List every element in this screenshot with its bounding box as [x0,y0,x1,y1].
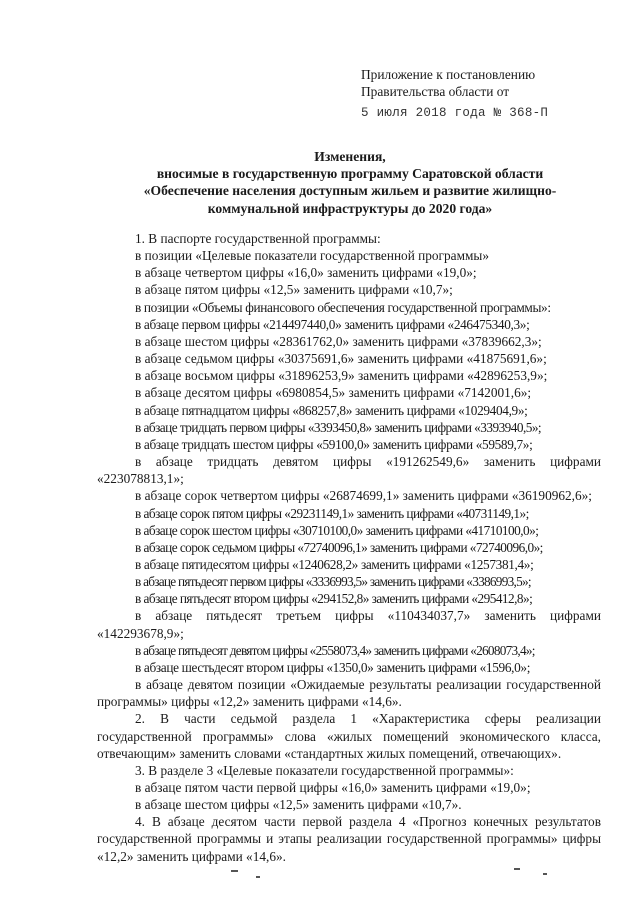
section-3-heading: 3. В разделе 3 «Целевые показатели государственной программы»: [135,762,514,778]
title-line-3: «Обеспечение населения доступным жильем и развитие жилищно- [143,183,557,199]
list-item: в абзаце пятьдесят девятом цифры «2558073,4» заменить цифрами «2608073,4»; [135,642,535,658]
list-item: в позиции «Целевые показатели государственной программы» [135,248,489,264]
list-item: в абзаце десятом цифры «6980854,5» заменить цифрами «7142001,6»; [135,385,532,401]
list-item: в абзаце пятидесятом цифры «1240628,2» заменить цифрами «1257381,4»; [135,556,534,572]
list-item: в абзаце шестьдесят втором цифры «1350,0» заменить цифрами «1596,0»; [135,659,531,675]
list-item: в абзаце шестом цифры «28361762,0» заменить цифрами «37839662,3»; [135,333,542,349]
document-body [97,230,601,865]
list-item: в абзаце девятом позиции «Ожидаемые результаты реализации государственной программы» цифры «12,2» заменить цифрами «14,6». [97,677,601,710]
list-item: в абзаце сорок шестом цифры «30710100,0» заменить цифрами «41710100,0»; [135,522,539,538]
appendix-date: 5 июля 2018 года № 368-П [361,106,549,120]
list-item: в абзаце пятом части первой цифры «16,0» заменить цифрами «19,0»; [135,780,531,795]
list-item: в абзаце пятьдесят первом цифры «3336993,5» заменить цифрами «3386993,5»; [135,574,531,590]
appendix-line-1: Приложение к постановлению [361,67,536,82]
list-item: в абзаце пятнадцатом цифры «868257,8» заменить цифрами «1029404,9»; [135,402,528,418]
list-item: в позиции «Объемы финансового обеспечения государственной программы»: [135,299,551,315]
list-item: в абзаце тридцать девятом цифры «191262549,6» заменить цифрами «223078813,1»; [97,454,601,487]
section-1-heading: 1. В паспорте государственной программы: [135,231,381,246]
list-item: в абзаце тридцать первом цифры «3393450,8» заменить цифрами «3393940,5»; [135,419,542,435]
document-title [80,148,620,217]
list-item: в абзаце пятьдесят втором цифры «294152,8» заменить цифрами «295412,8»; [135,591,533,607]
title-line-4: коммунальной инфраструктуры до 2020 года» [207,200,493,216]
appendix-line-2: Правительства области от [361,84,510,99]
section-2-paragraph: 2. В части седьмой раздела 1 «Характеристика сферы реализации государственной программы» слова «жилых помещений экономического класса, отвечающим» заменить словами «стандартных жилых помещений, отвечающих». [97,711,601,761]
title-line-2: вносимые в государственную программу Саратовской области [156,166,544,182]
list-item: в абзаце седьмом цифры «30375691,6» заменить цифрами «41875691,6»; [135,351,547,367]
scan-speck [543,873,547,875]
title-line-1: Изменения, [314,149,386,164]
scan-speck [514,868,520,870]
section-4-paragraph: 4. В абзаце десятом части первой раздела 4 «Прогноз конечных результатов государственной программы и этапы реализации государственной программы» цифры «12,2» заменить цифрами «14,6». [97,814,601,864]
appendix-header [361,66,548,122]
list-item: в абзаце тридцать шестом цифры «59100,0» заменить цифрами «59589,7»; [135,436,533,452]
list-item: в абзаце пятом цифры «12,5» заменить цифрами «10,7»; [135,282,453,298]
list-item: в абзаце восьмом цифры «31896253,9» заменить цифрами «42896253,9»; [135,368,548,384]
list-item: в абзаце четвертом цифры «16,0» заменить цифрами «19,0»; [135,265,477,281]
list-item: в абзаце сорок четвертом цифры «26874699,1» заменить цифрами «36190962,6»; [135,488,592,504]
list-item: в абзаце пятьдесят третьем цифры «110434037,7» заменить цифрами «142293678,9»; [97,608,601,641]
scan-speck [256,876,260,878]
list-item: в абзаце сорок пятом цифры «29231149,1» заменить цифрами «40731149,1»; [135,505,529,521]
list-item: в абзаце первом цифры «214497440,0» заменить цифрами «246475340,3»; [135,316,530,332]
list-item: в абзаце шестом цифры «12,5» заменить цифрами «10,7». [135,797,462,813]
scan-speck [231,870,238,872]
list-item: в абзаце сорок седьмом цифры «72740096,1» заменить цифрами «72740096,0»; [135,539,543,555]
